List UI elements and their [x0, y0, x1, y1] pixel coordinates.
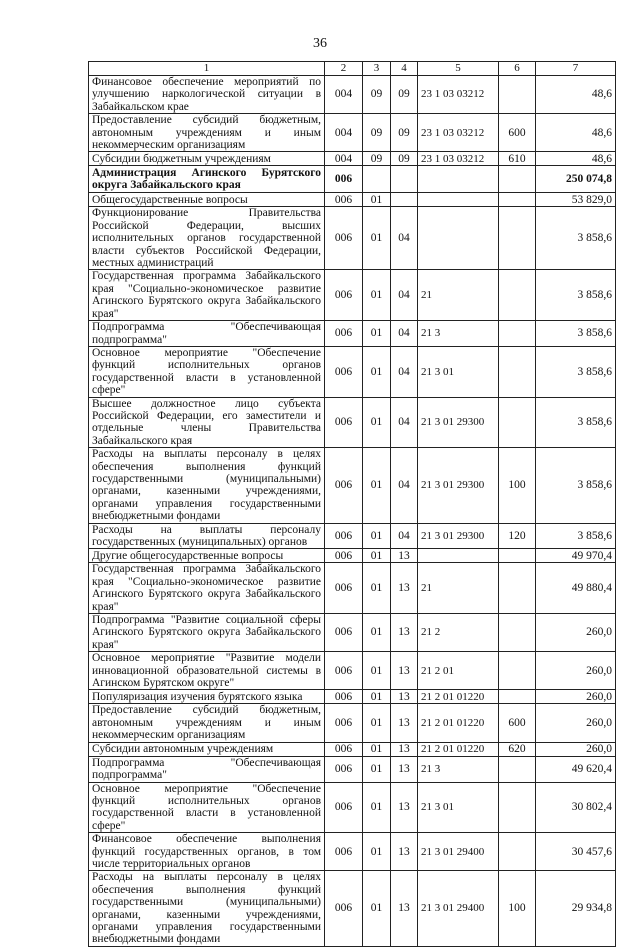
amount-cell: 250 074,8 [536, 166, 616, 193]
expense-type-cell [499, 563, 536, 614]
section-code-cell: 01 [363, 321, 391, 347]
expense-type-cell [499, 614, 536, 652]
item-name-cell: Субсидии автономным учреждениям [89, 742, 325, 756]
ministry-code-cell: 006 [325, 397, 363, 448]
item-name-cell: Государственная программа Забайкальского края "Социально-экономическое развитие Агинского Бурятского округа Забайкальского края" [89, 270, 325, 321]
section-code-cell: 09 [363, 114, 391, 152]
amount-cell: 260,0 [536, 652, 616, 690]
expense-type-cell: 600 [499, 114, 536, 152]
item-name-cell: Функционирование Правительства Российской Федерации, высших исполнительных органов государственной власти субъектов Российской Федерации, местных администраций [89, 207, 325, 270]
target-article-cell: 21 2 01 01220 [418, 742, 499, 756]
subsection-code-cell: 13 [391, 614, 418, 652]
ministry-code-cell: 006 [325, 833, 363, 871]
header-col-4: 4 [391, 62, 418, 76]
amount-cell: 30 802,4 [536, 782, 616, 833]
item-name-cell: Расходы на выплаты персоналу в целях обеспечения выполнения функций государственными (муниципальными) органами, казенными учреждениями, органами управления государственными внебюджетными фондами [89, 448, 325, 523]
item-name-cell: Предоставление субсидий бюджетным, автономным учреждениям и иным некоммерческим организациям [89, 704, 325, 742]
subsection-code-cell: 04 [391, 207, 418, 270]
table-row [89, 448, 616, 523]
expense-type-cell [499, 652, 536, 690]
item-name-cell: Подпрограмма "Развитие социальной сферы Агинского Бурятского округа Забайкальского края" [89, 614, 325, 652]
target-article-cell: 23 1 03 03212 [418, 76, 499, 114]
subsection-code-cell: 13 [391, 704, 418, 742]
expense-type-cell [499, 166, 536, 193]
table-row [89, 166, 616, 193]
header-col-6: 6 [499, 62, 536, 76]
target-article-cell [418, 207, 499, 270]
subsection-code-cell: 04 [391, 321, 418, 347]
table-row [89, 756, 616, 782]
amount-cell: 260,0 [536, 690, 616, 704]
table-row [89, 207, 616, 270]
subsection-code-cell: 13 [391, 690, 418, 704]
subsection-code-cell: 04 [391, 346, 418, 397]
target-article-cell: 21 3 01 29400 [418, 833, 499, 871]
section-code-cell: 01 [363, 704, 391, 742]
subsection-code-cell: 13 [391, 756, 418, 782]
expense-type-cell: 600 [499, 704, 536, 742]
subsection-code-cell [391, 193, 418, 207]
amount-cell: 260,0 [536, 614, 616, 652]
section-code-cell: 01 [363, 397, 391, 448]
subsection-code-cell [391, 166, 418, 193]
amount-cell: 48,6 [536, 76, 616, 114]
subsection-code-cell: 04 [391, 270, 418, 321]
target-article-cell: 21 2 [418, 614, 499, 652]
expense-type-cell [499, 346, 536, 397]
subsection-code-cell: 13 [391, 742, 418, 756]
target-article-cell [418, 549, 499, 563]
section-code-cell: 01 [363, 270, 391, 321]
expense-type-cell [499, 690, 536, 704]
target-article-cell: 21 3 [418, 321, 499, 347]
target-article-cell: 21 2 01 01220 [418, 704, 499, 742]
expense-type-cell: 620 [499, 742, 536, 756]
target-article-cell: 21 2 01 01220 [418, 690, 499, 704]
header-col-3: 3 [363, 62, 391, 76]
page-number: 36 [313, 36, 327, 51]
header-col-5: 5 [418, 62, 499, 76]
table-row [89, 152, 616, 166]
table-row [89, 690, 616, 704]
section-code-cell: 01 [363, 652, 391, 690]
item-name-cell: Популяризация изучения бурятского языка [89, 690, 325, 704]
section-code-cell: 01 [363, 833, 391, 871]
table-row [89, 652, 616, 690]
amount-cell: 3 858,6 [536, 346, 616, 397]
header-col-2: 2 [325, 62, 363, 76]
expense-type-cell [499, 76, 536, 114]
item-name-cell: Администрация Агинского Бурятского округа Забайкальского края [89, 166, 325, 193]
target-article-cell [418, 193, 499, 207]
amount-cell: 3 858,6 [536, 321, 616, 347]
expense-type-cell [499, 321, 536, 347]
table-row [89, 833, 616, 871]
target-article-cell: 21 3 [418, 756, 499, 782]
section-code-cell: 01 [363, 614, 391, 652]
expense-type-cell [499, 833, 536, 871]
item-name-cell: Основное мероприятие "Обеспечение функций исполнительных органов государственной власти в установленной сфере" [89, 782, 325, 833]
amount-cell: 260,0 [536, 704, 616, 742]
target-article-cell [418, 166, 499, 193]
subsection-code-cell: 04 [391, 397, 418, 448]
ministry-code-cell: 004 [325, 114, 363, 152]
ministry-code-cell: 006 [325, 166, 363, 193]
target-article-cell: 21 [418, 563, 499, 614]
expense-type-cell: 100 [499, 871, 536, 946]
section-code-cell: 01 [363, 448, 391, 523]
expense-type-cell [499, 270, 536, 321]
expense-type-cell: 100 [499, 448, 536, 523]
item-name-cell: Высшее должностное лицо субъекта Российской Федерации, его заместители и отдельные члены Правительства Забайкальского края [89, 397, 325, 448]
section-code-cell: 01 [363, 742, 391, 756]
ministry-code-cell: 006 [325, 448, 363, 523]
ministry-code-cell: 006 [325, 652, 363, 690]
expense-type-cell [499, 193, 536, 207]
target-article-cell: 23 1 03 03212 [418, 114, 499, 152]
amount-cell: 260,0 [536, 742, 616, 756]
subsection-code-cell: 13 [391, 833, 418, 871]
amount-cell: 29 934,8 [536, 871, 616, 946]
table-row [89, 871, 616, 946]
expense-type-cell [499, 207, 536, 270]
amount-cell: 30 457,6 [536, 833, 616, 871]
item-name-cell: Основное мероприятие "Развитие модели инновационной образовательной системы в Агинском Бурятском округе" [89, 652, 325, 690]
item-name-cell: Государственная программа Забайкальского края "Социально-экономическое развитие Агинского Бурятского округа Забайкальского края" [89, 563, 325, 614]
section-code-cell: 01 [363, 690, 391, 704]
subsection-code-cell: 04 [391, 448, 418, 523]
ministry-code-cell: 006 [325, 321, 363, 347]
expense-type-cell [499, 756, 536, 782]
amount-cell: 48,6 [536, 152, 616, 166]
amount-cell: 3 858,6 [536, 270, 616, 321]
section-code-cell: 01 [363, 207, 391, 270]
section-code-cell: 09 [363, 152, 391, 166]
target-article-cell: 21 2 01 [418, 652, 499, 690]
expense-type-cell [499, 549, 536, 563]
ministry-code-cell: 006 [325, 563, 363, 614]
ministry-code-cell: 006 [325, 704, 363, 742]
subsection-code-cell: 13 [391, 871, 418, 946]
item-name-cell: Подпрограмма "Обеспечивающая подпрограмма" [89, 756, 325, 782]
header-col-7: 7 [536, 62, 616, 76]
amount-cell: 3 858,6 [536, 207, 616, 270]
table-row [89, 321, 616, 347]
subsection-code-cell: 09 [391, 152, 418, 166]
ministry-code-cell: 006 [325, 756, 363, 782]
item-name-cell: Другие общегосударственные вопросы [89, 549, 325, 563]
target-article-cell: 21 [418, 270, 499, 321]
target-article-cell: 21 3 01 29400 [418, 871, 499, 946]
target-article-cell: 21 3 01 [418, 782, 499, 833]
item-name-cell: Финансовое обеспечение мероприятий по улучшению наркологической ситуации в Забайкальском крае [89, 76, 325, 114]
target-article-cell: 21 3 01 [418, 346, 499, 397]
amount-cell: 3 858,6 [536, 448, 616, 523]
section-code-cell: 01 [363, 346, 391, 397]
ministry-code-cell: 006 [325, 690, 363, 704]
item-name-cell: Финансовое обеспечение выполнения функций государственных органов, в том числе территориальных органов [89, 833, 325, 871]
ministry-code-cell: 004 [325, 152, 363, 166]
ministry-code-cell: 006 [325, 346, 363, 397]
item-name-cell: Подпрограмма "Обеспечивающая подпрограмма" [89, 321, 325, 347]
table-row [89, 782, 616, 833]
item-name-cell: Субсидии бюджетным учреждениям [89, 152, 325, 166]
ministry-code-cell: 006 [325, 742, 363, 756]
table-row [89, 563, 616, 614]
item-name-cell: Расходы на выплаты персоналу в целях обеспечения выполнения функций государственными (муниципальными) органами, казенными учреждениями, органами управления государственными внебюджетными фондами [89, 871, 325, 946]
section-code-cell: 09 [363, 76, 391, 114]
subsection-code-cell: 09 [391, 76, 418, 114]
amount-cell: 48,6 [536, 114, 616, 152]
table-row [89, 76, 616, 114]
section-code-cell [363, 166, 391, 193]
ministry-code-cell: 006 [325, 871, 363, 946]
expense-type-cell [499, 397, 536, 448]
target-article-cell: 23 1 03 03212 [418, 152, 499, 166]
item-name-cell: Основное мероприятие "Обеспечение функций исполнительных органов государственной власти в установленной сфере" [89, 346, 325, 397]
ministry-code-cell: 006 [325, 193, 363, 207]
expense-type-cell [499, 782, 536, 833]
table-row [89, 193, 616, 207]
ministry-code-cell: 004 [325, 76, 363, 114]
section-code-cell: 01 [363, 756, 391, 782]
ministry-code-cell: 006 [325, 614, 363, 652]
ministry-code-cell: 006 [325, 270, 363, 321]
subsection-code-cell: 13 [391, 652, 418, 690]
expense-type-cell: 120 [499, 523, 536, 549]
section-code-cell: 01 [363, 523, 391, 549]
ministry-code-cell: 006 [325, 549, 363, 563]
target-article-cell: 21 3 01 29300 [418, 448, 499, 523]
table-row [89, 346, 616, 397]
target-article-cell: 21 3 01 29300 [418, 397, 499, 448]
amount-cell: 3 858,6 [536, 397, 616, 448]
amount-cell: 3 858,6 [536, 523, 616, 549]
table-row [89, 614, 616, 652]
table-row [89, 523, 616, 549]
section-code-cell: 01 [363, 871, 391, 946]
table-row [89, 549, 616, 563]
subsection-code-cell: 09 [391, 114, 418, 152]
amount-cell: 49 880,4 [536, 563, 616, 614]
budget-table [88, 61, 616, 947]
expense-type-cell: 610 [499, 152, 536, 166]
subsection-code-cell: 13 [391, 549, 418, 563]
section-code-cell: 01 [363, 193, 391, 207]
ministry-code-cell: 006 [325, 523, 363, 549]
table-body [89, 76, 616, 947]
amount-cell: 49 620,4 [536, 756, 616, 782]
ministry-code-cell: 006 [325, 207, 363, 270]
item-name-cell: Предоставление субсидий бюджетным, автономным учреждениям и иным некоммерческим организациям [89, 114, 325, 152]
table-row [89, 114, 616, 152]
table-row [89, 397, 616, 448]
table-row [89, 704, 616, 742]
target-article-cell: 21 3 01 29300 [418, 523, 499, 549]
item-name-cell: Расходы на выплаты персоналу государственных (муниципальных) органов [89, 523, 325, 549]
section-code-cell: 01 [363, 563, 391, 614]
section-code-cell: 01 [363, 782, 391, 833]
section-code-cell: 01 [363, 549, 391, 563]
amount-cell: 53 829,0 [536, 193, 616, 207]
amount-cell: 49 970,4 [536, 549, 616, 563]
table-row [89, 742, 616, 756]
item-name-cell: Общегосударственные вопросы [89, 193, 325, 207]
subsection-code-cell: 13 [391, 782, 418, 833]
header-col-1: 1 [89, 62, 325, 76]
table-row [89, 270, 616, 321]
subsection-code-cell: 04 [391, 523, 418, 549]
subsection-code-cell: 13 [391, 563, 418, 614]
header-row [89, 62, 616, 76]
ministry-code-cell: 006 [325, 782, 363, 833]
